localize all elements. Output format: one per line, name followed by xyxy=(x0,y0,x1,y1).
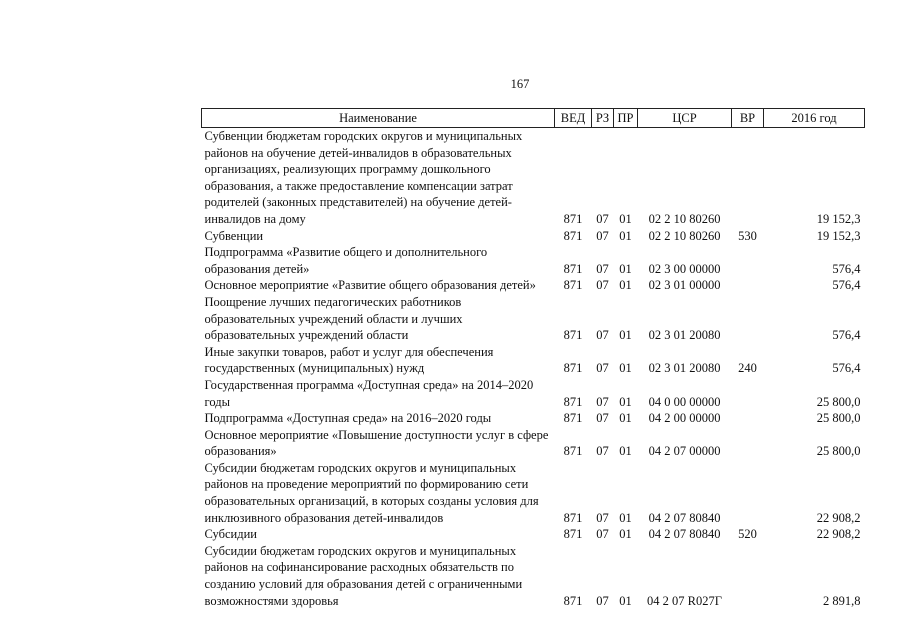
row-vr xyxy=(732,377,764,410)
row-csr: 04 2 07 80840 xyxy=(648,527,721,542)
budget-table-container xyxy=(201,108,864,609)
header-vr: ВР xyxy=(732,109,764,128)
row-pr: 01 xyxy=(619,527,632,542)
row-amount: 2 891,8 xyxy=(823,593,861,608)
table-row xyxy=(202,460,865,526)
row-pr: 01 xyxy=(619,261,632,276)
row-pr: 01 xyxy=(619,593,632,608)
row-vr: 530 xyxy=(738,228,757,243)
table-body xyxy=(202,128,865,610)
row-vr: 520 xyxy=(738,527,757,542)
row-vr xyxy=(732,460,764,526)
row-ved: 871 xyxy=(563,211,583,226)
header-row xyxy=(202,109,865,128)
row-csr: 04 2 07 80840 xyxy=(648,510,721,525)
row-rz: 07 xyxy=(596,361,609,376)
row-csr: 04 2 07 R027Г xyxy=(647,593,722,608)
row-name: Государственная программа «Доступная среда» на 2014–2020 годы xyxy=(204,377,534,409)
row-name: Субвенции бюджетам городских округов и муниципальных районов на обучение детей-инвалидов в образовательных организациях, реализующих программу дошкольного образования, а также предоставление компенсации затрат родителей (законных представителей) на обучение детей-инвалидов на дому xyxy=(204,129,523,226)
row-ved: 871 xyxy=(563,394,583,409)
row-csr: 02 3 01 20080 xyxy=(648,361,721,376)
row-amount: 19 152,3 xyxy=(816,228,861,243)
header-pr: ПР xyxy=(614,109,638,128)
table-row xyxy=(202,526,865,543)
row-amount: 22 908,2 xyxy=(816,510,861,525)
table-header xyxy=(202,109,865,128)
row-name: Иные закупки товаров, работ и услуг для обеспечения государственных (муниципальных) нужд xyxy=(204,344,494,376)
row-name: Субсидии бюджетам городских округов и муниципальных районов на проведение мероприятий по формированию сети образовательных организаций, в которых созданы условия для инклюзивного образования детей-инвалидов xyxy=(204,460,539,525)
row-csr: 02 2 10 80260 xyxy=(648,228,721,243)
row-pr: 01 xyxy=(619,510,632,525)
row-ved: 871 xyxy=(563,261,583,276)
row-ved: 871 xyxy=(563,593,583,608)
row-name: Подпрограмма «Развитие общего и дополнительного образования детей» xyxy=(204,245,488,276)
row-pr: 01 xyxy=(619,394,632,409)
row-amount: 576,4 xyxy=(832,361,861,376)
row-rz: 07 xyxy=(596,328,609,343)
row-csr: 04 2 07 00000 xyxy=(648,444,721,459)
header-year: 2016 год xyxy=(764,109,865,128)
budget-table xyxy=(201,108,865,609)
row-rz: 07 xyxy=(596,278,609,293)
header-csr: ЦСР xyxy=(638,109,732,128)
row-amount: 19 152,3 xyxy=(816,211,861,226)
table-row xyxy=(202,410,865,427)
row-pr: 01 xyxy=(619,228,632,243)
row-csr: 02 3 01 20080 xyxy=(648,328,721,343)
table-row xyxy=(202,244,865,277)
row-name: Субсидии xyxy=(204,527,257,542)
row-amount: 22 908,2 xyxy=(816,527,861,542)
row-amount: 25 800,0 xyxy=(816,444,861,459)
header-name: Наименование xyxy=(202,109,555,128)
row-pr: 01 xyxy=(619,444,632,459)
row-amount: 576,4 xyxy=(832,278,861,293)
row-amount: 576,4 xyxy=(832,261,861,276)
row-pr: 01 xyxy=(619,328,632,343)
row-name: Поощрение лучших педагогических работников образовательных учреждений области и лучших образовательных учреждений области xyxy=(204,294,463,343)
row-vr: 240 xyxy=(738,361,757,376)
row-rz: 07 xyxy=(596,211,609,226)
header-ved: ВЕД xyxy=(555,109,592,128)
table-row xyxy=(202,128,865,228)
row-ved: 871 xyxy=(563,361,583,376)
table-row xyxy=(202,427,865,460)
row-vr xyxy=(732,128,764,228)
row-csr: 04 0 00 00000 xyxy=(648,394,721,409)
row-ved: 871 xyxy=(563,278,583,293)
row-csr: 02 3 00 00000 xyxy=(648,261,721,276)
row-csr: 02 2 10 80260 xyxy=(648,211,721,226)
row-ved: 871 xyxy=(563,328,583,343)
row-pr: 01 xyxy=(619,278,632,293)
table-row xyxy=(202,344,865,377)
row-ved: 871 xyxy=(563,411,583,426)
row-ved: 871 xyxy=(563,510,583,525)
row-name: Субсидии бюджетам городских округов и муниципальных районов на софинансирование расходных обязательств по созданию условий для образования детей с ограниченными возможностями здоровья xyxy=(204,543,523,608)
row-rz: 07 xyxy=(596,510,609,525)
row-vr xyxy=(732,294,764,344)
table-row xyxy=(202,377,865,410)
row-amount: 25 800,0 xyxy=(816,411,861,426)
table-row xyxy=(202,277,865,294)
row-name: Основное мероприятие «Повышение доступности услуг в сфере образования» xyxy=(204,427,549,459)
row-name: Основное мероприятие «Развитие общего образования детей» xyxy=(204,278,536,293)
row-csr: 02 3 01 00000 xyxy=(648,278,721,293)
row-ved: 871 xyxy=(563,444,583,459)
row-pr: 01 xyxy=(619,411,632,426)
row-ved: 871 xyxy=(563,527,583,542)
row-rz: 07 xyxy=(596,394,609,409)
page-number: 167 xyxy=(510,77,530,91)
row-ved: 871 xyxy=(563,228,583,243)
row-csr: 04 2 00 00000 xyxy=(648,411,721,426)
row-amount: 25 800,0 xyxy=(816,394,861,409)
table-row xyxy=(202,228,865,245)
row-rz: 07 xyxy=(596,527,609,542)
row-rz: 07 xyxy=(596,593,609,608)
row-rz: 07 xyxy=(596,261,609,276)
row-rz: 07 xyxy=(596,228,609,243)
row-vr xyxy=(732,277,764,294)
row-pr: 01 xyxy=(619,361,632,376)
row-vr xyxy=(732,543,764,609)
row-name: Субвенции xyxy=(204,228,264,243)
row-vr xyxy=(732,410,764,427)
row-vr xyxy=(732,427,764,460)
header-rz: РЗ xyxy=(592,109,614,128)
row-vr xyxy=(732,244,764,277)
row-name: Подпрограмма «Доступная среда» на 2016–2020 годы xyxy=(204,411,492,426)
row-rz: 07 xyxy=(596,444,609,459)
row-rz: 07 xyxy=(596,411,609,426)
row-amount: 576,4 xyxy=(832,328,861,343)
table-row xyxy=(202,294,865,344)
row-pr: 01 xyxy=(619,211,632,226)
table-row xyxy=(202,543,865,609)
